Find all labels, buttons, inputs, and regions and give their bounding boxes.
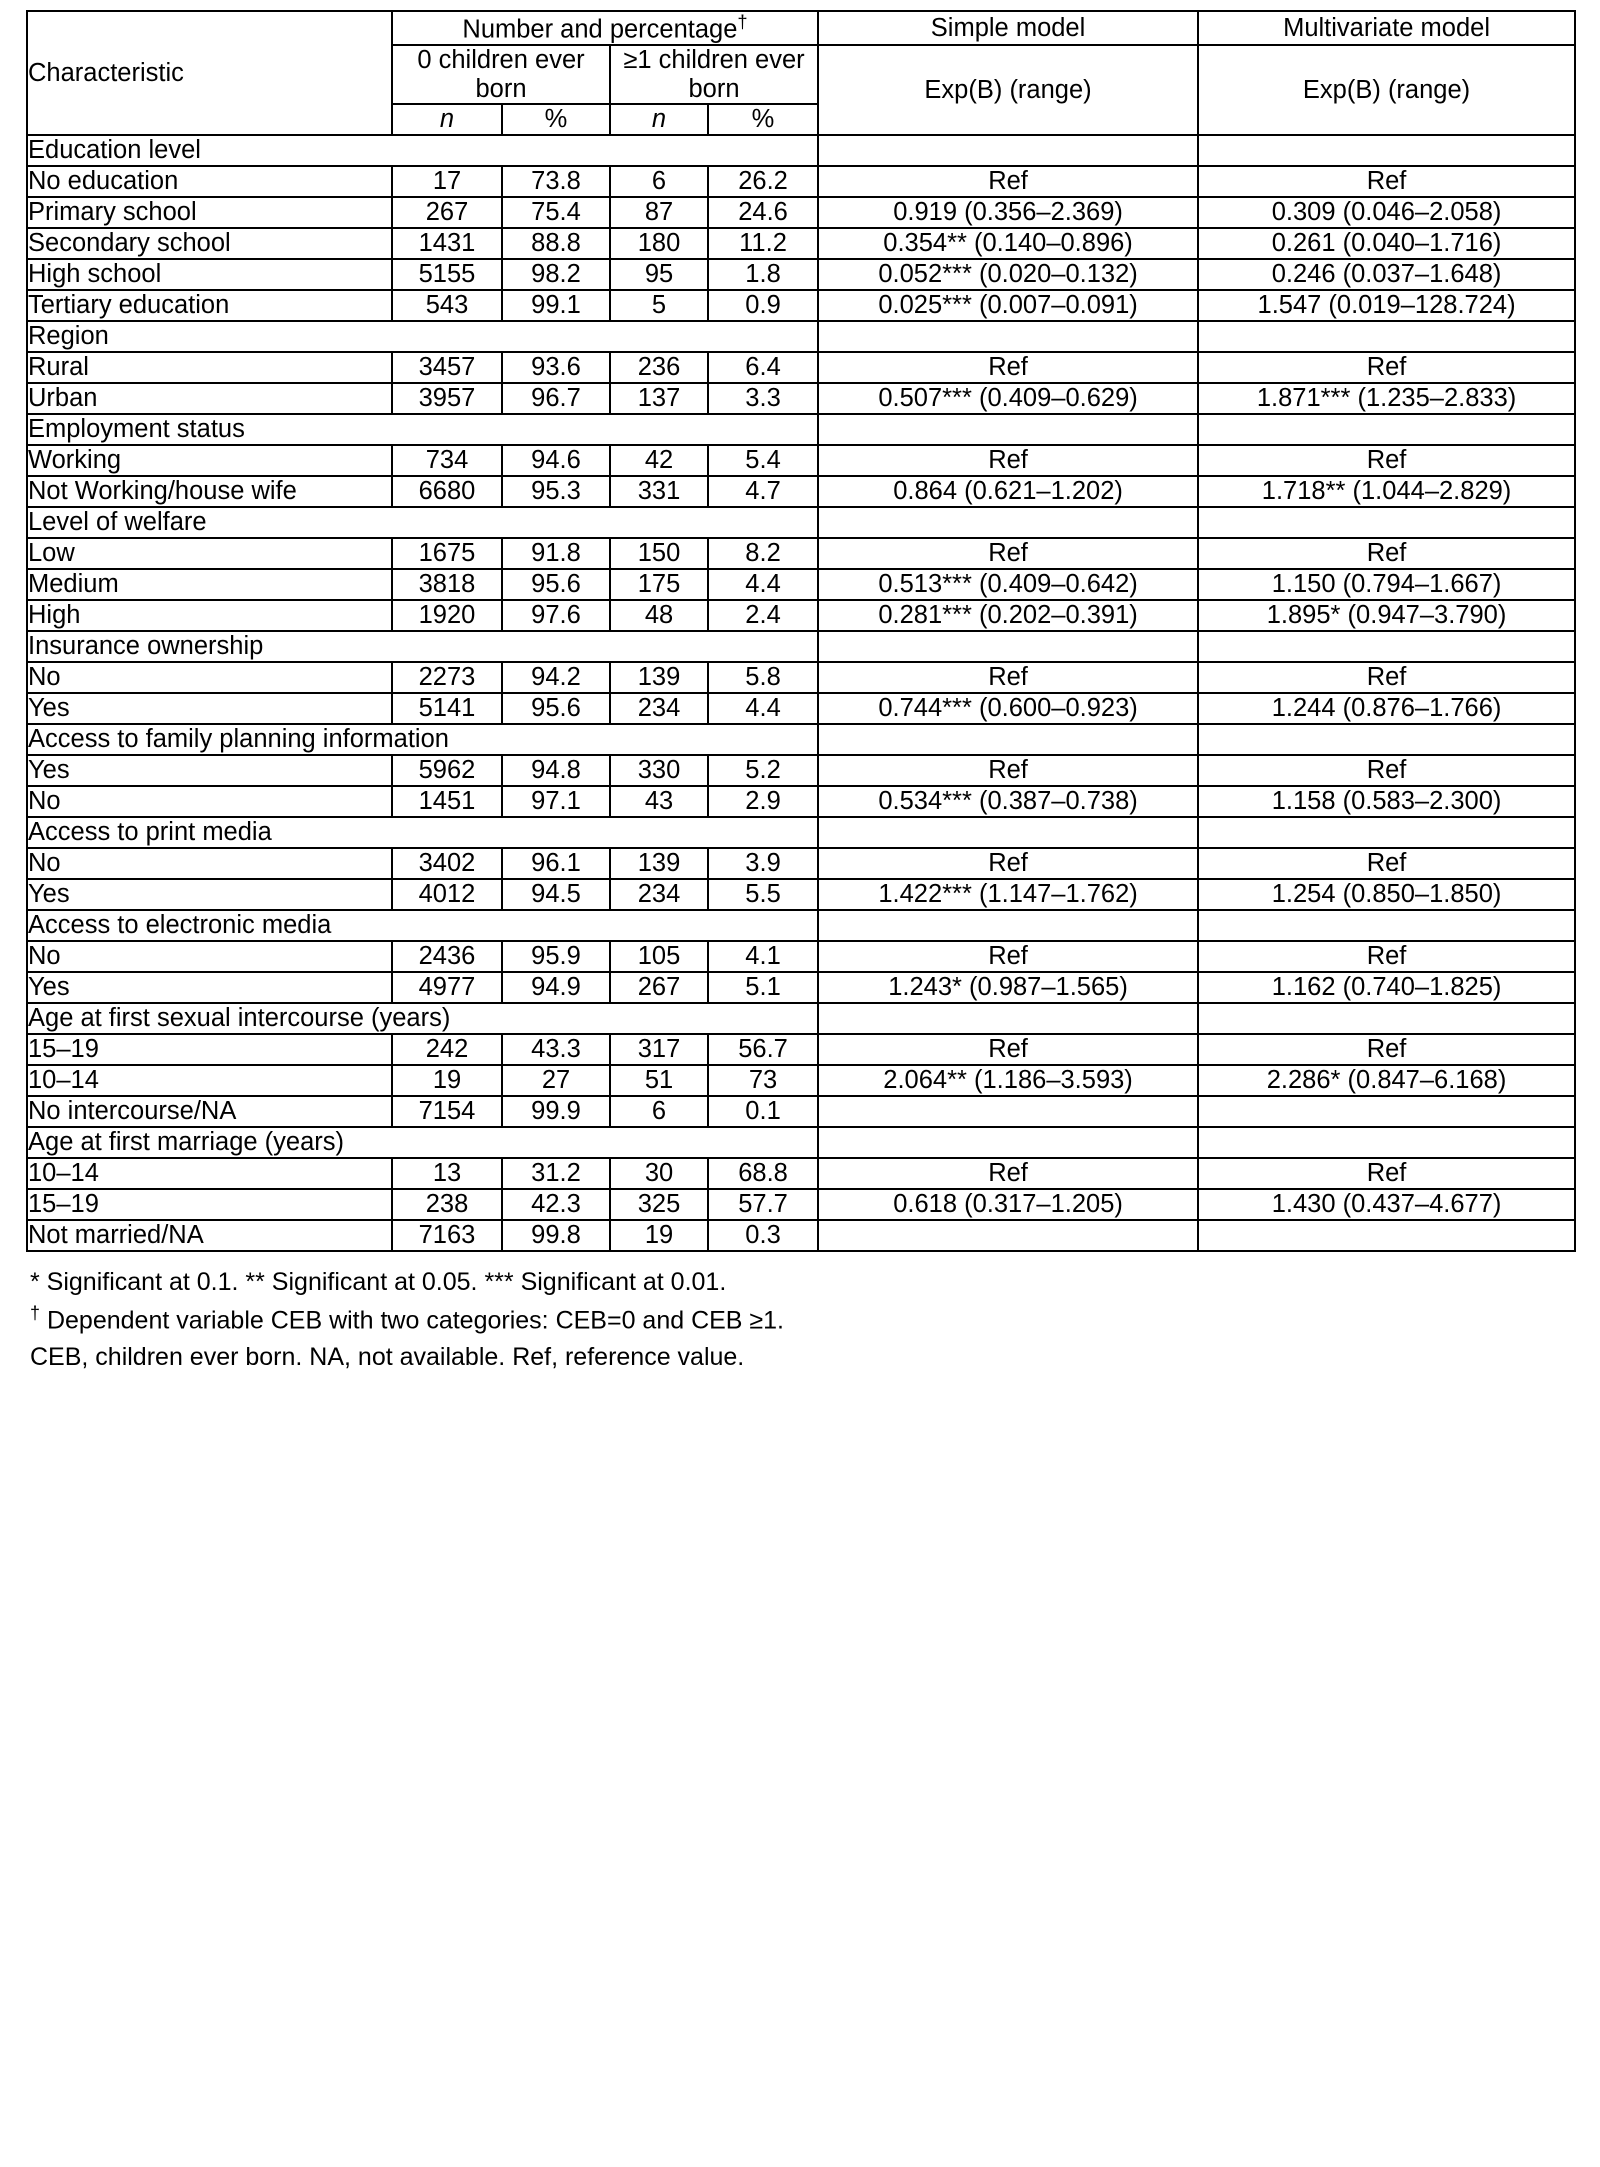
row-label: 15–19 bbox=[27, 1189, 392, 1220]
cell-n-zero-children: 3818 bbox=[392, 569, 502, 600]
table-body bbox=[27, 135, 1575, 1251]
table-footnotes bbox=[26, 1264, 1574, 1375]
cell-pct-one-plus-children: 5.4 bbox=[708, 445, 818, 476]
cell-n-one-plus-children: 150 bbox=[610, 538, 708, 569]
row-label: Secondary school bbox=[27, 228, 392, 259]
cell-n-zero-children: 3457 bbox=[392, 352, 502, 383]
cell-pct-one-plus-children: 3.3 bbox=[708, 383, 818, 414]
cell-pct-one-plus-children: 4.1 bbox=[708, 941, 818, 972]
cell-multivariate-model: 1.895* (0.947–3.790) bbox=[1198, 600, 1575, 631]
table-row bbox=[27, 1034, 1575, 1065]
cell-n-zero-children: 2436 bbox=[392, 941, 502, 972]
cell-n-zero-children: 19 bbox=[392, 1065, 502, 1096]
cell-pct-one-plus-children: 6.4 bbox=[708, 352, 818, 383]
cell-simple-model bbox=[818, 1096, 1198, 1127]
cell-multivariate-model: 1.244 (0.876–1.766) bbox=[1198, 693, 1575, 724]
cell-n-zero-children: 2273 bbox=[392, 662, 502, 693]
row-label: No bbox=[27, 941, 392, 972]
table-row bbox=[27, 383, 1575, 414]
cell-n-zero-children: 6680 bbox=[392, 476, 502, 507]
cell-simple-model: 0.281*** (0.202–0.391) bbox=[818, 600, 1198, 631]
cell-simple-model: 1.422*** (1.147–1.762) bbox=[818, 879, 1198, 910]
cell-simple-model: 1.243* (0.987–1.565) bbox=[818, 972, 1198, 1003]
section-multi-blank bbox=[1198, 910, 1575, 941]
cell-pct-zero-children: 99.9 bbox=[502, 1096, 610, 1127]
cell-pct-one-plus-children: 2.4 bbox=[708, 600, 818, 631]
cell-pct-one-plus-children: 1.8 bbox=[708, 259, 818, 290]
section-header-row bbox=[27, 414, 1575, 445]
cell-multivariate-model: 0.309 (0.046–2.058) bbox=[1198, 197, 1575, 228]
footnote-dependent-variable bbox=[30, 1300, 1574, 1339]
cell-pct-one-plus-children: 5.8 bbox=[708, 662, 818, 693]
table-row bbox=[27, 538, 1575, 569]
row-label: Yes bbox=[27, 693, 392, 724]
cell-simple-model: Ref bbox=[818, 445, 1198, 476]
section-header-row bbox=[27, 817, 1575, 848]
section-multi-blank bbox=[1198, 631, 1575, 662]
section-header-row bbox=[27, 1127, 1575, 1158]
header-characteristic: Characteristic bbox=[27, 11, 392, 135]
cell-n-one-plus-children: 137 bbox=[610, 383, 708, 414]
cell-pct-one-plus-children: 5.2 bbox=[708, 755, 818, 786]
cell-n-zero-children: 3402 bbox=[392, 848, 502, 879]
table-row bbox=[27, 786, 1575, 817]
cell-pct-zero-children: 27 bbox=[502, 1065, 610, 1096]
cell-multivariate-model: 1.254 (0.850–1.850) bbox=[1198, 879, 1575, 910]
cell-n-zero-children: 1431 bbox=[392, 228, 502, 259]
row-label: High bbox=[27, 600, 392, 631]
section-multi-blank bbox=[1198, 414, 1575, 445]
row-label: Yes bbox=[27, 755, 392, 786]
cell-n-zero-children: 7163 bbox=[392, 1220, 502, 1251]
cell-pct-one-plus-children: 0.1 bbox=[708, 1096, 818, 1127]
cell-n-zero-children: 3957 bbox=[392, 383, 502, 414]
table-row bbox=[27, 879, 1575, 910]
cell-multivariate-model: Ref bbox=[1198, 941, 1575, 972]
cell-simple-model: 2.064** (1.186–3.593) bbox=[818, 1065, 1198, 1096]
row-label: Low bbox=[27, 538, 392, 569]
cell-simple-model: 0.025*** (0.007–0.091) bbox=[818, 290, 1198, 321]
cell-simple-model: 0.534*** (0.387–0.738) bbox=[818, 786, 1198, 817]
cell-n-one-plus-children: 236 bbox=[610, 352, 708, 383]
cell-pct-zero-children: 99.8 bbox=[502, 1220, 610, 1251]
cell-n-zero-children: 1451 bbox=[392, 786, 502, 817]
header-expb-range-simple: Exp(B) (range) bbox=[818, 45, 1198, 135]
section-multi-blank bbox=[1198, 135, 1575, 166]
row-label: No intercourse/NA bbox=[27, 1096, 392, 1127]
section-title: Age at first marriage (years) bbox=[27, 1127, 818, 1158]
cell-pct-one-plus-children: 4.4 bbox=[708, 693, 818, 724]
table-row bbox=[27, 972, 1575, 1003]
cell-multivariate-model: Ref bbox=[1198, 1034, 1575, 1065]
header-simple-model: Simple model bbox=[818, 11, 1198, 45]
section-simple-blank bbox=[818, 724, 1198, 755]
section-simple-blank bbox=[818, 135, 1198, 166]
cell-simple-model: Ref bbox=[818, 755, 1198, 786]
cell-simple-model: 0.354** (0.140–0.896) bbox=[818, 228, 1198, 259]
header-row-1 bbox=[27, 11, 1575, 45]
cell-multivariate-model bbox=[1198, 1220, 1575, 1251]
cell-pct-zero-children: 31.2 bbox=[502, 1158, 610, 1189]
cell-pct-zero-children: 94.8 bbox=[502, 755, 610, 786]
section-title: Insurance ownership bbox=[27, 631, 818, 662]
cell-simple-model: Ref bbox=[818, 166, 1198, 197]
cell-pct-zero-children: 96.7 bbox=[502, 383, 610, 414]
row-label: 10–14 bbox=[27, 1065, 392, 1096]
cell-n-one-plus-children: 330 bbox=[610, 755, 708, 786]
section-simple-blank bbox=[818, 414, 1198, 445]
table-row bbox=[27, 1158, 1575, 1189]
table-row bbox=[27, 755, 1575, 786]
section-header-row bbox=[27, 910, 1575, 941]
cell-n-zero-children: 734 bbox=[392, 445, 502, 476]
cell-n-zero-children: 543 bbox=[392, 290, 502, 321]
cell-multivariate-model: Ref bbox=[1198, 445, 1575, 476]
cell-n-zero-children: 1675 bbox=[392, 538, 502, 569]
section-simple-blank bbox=[818, 507, 1198, 538]
cell-pct-one-plus-children: 0.3 bbox=[708, 1220, 818, 1251]
cell-simple-model: 0.618 (0.317–1.205) bbox=[818, 1189, 1198, 1220]
cell-n-one-plus-children: 331 bbox=[610, 476, 708, 507]
row-label: No bbox=[27, 848, 392, 879]
cell-multivariate-model: Ref bbox=[1198, 1158, 1575, 1189]
cell-n-zero-children: 7154 bbox=[392, 1096, 502, 1127]
header-zero-children: 0 children ever born bbox=[392, 45, 610, 104]
cell-pct-zero-children: 99.1 bbox=[502, 290, 610, 321]
cell-multivariate-model: 1.547 (0.019–128.724) bbox=[1198, 290, 1575, 321]
cell-pct-zero-children: 94.2 bbox=[502, 662, 610, 693]
footnote-dependent-variable-text: Dependent variable CEB with two categories: CEB=0 and CEB ≥1. bbox=[40, 1306, 784, 1335]
cell-pct-zero-children: 42.3 bbox=[502, 1189, 610, 1220]
section-simple-blank bbox=[818, 631, 1198, 662]
table-row bbox=[27, 693, 1575, 724]
cell-pct-one-plus-children: 8.2 bbox=[708, 538, 818, 569]
cell-pct-zero-children: 95.9 bbox=[502, 941, 610, 972]
section-header-row bbox=[27, 135, 1575, 166]
cell-n-zero-children: 5962 bbox=[392, 755, 502, 786]
cell-multivariate-model bbox=[1198, 1096, 1575, 1127]
cell-multivariate-model: Ref bbox=[1198, 755, 1575, 786]
row-label: No bbox=[27, 786, 392, 817]
section-title: Education level bbox=[27, 135, 818, 166]
cell-pct-one-plus-children: 26.2 bbox=[708, 166, 818, 197]
row-label: 15–19 bbox=[27, 1034, 392, 1065]
section-multi-blank bbox=[1198, 1127, 1575, 1158]
cell-pct-zero-children: 43.3 bbox=[502, 1034, 610, 1065]
cell-multivariate-model: 1.871*** (1.235–2.833) bbox=[1198, 383, 1575, 414]
table-row bbox=[27, 476, 1575, 507]
section-title: Level of welfare bbox=[27, 507, 818, 538]
cell-pct-zero-children: 97.6 bbox=[502, 600, 610, 631]
cell-multivariate-model: 0.261 (0.040–1.716) bbox=[1198, 228, 1575, 259]
row-label: Rural bbox=[27, 352, 392, 383]
cell-pct-one-plus-children: 56.7 bbox=[708, 1034, 818, 1065]
cell-n-one-plus-children: 325 bbox=[610, 1189, 708, 1220]
table-row bbox=[27, 166, 1575, 197]
cell-multivariate-model: Ref bbox=[1198, 538, 1575, 569]
cell-pct-one-plus-children: 5.5 bbox=[708, 879, 818, 910]
cell-pct-zero-children: 88.8 bbox=[502, 228, 610, 259]
cell-pct-zero-children: 96.1 bbox=[502, 848, 610, 879]
cell-n-one-plus-children: 5 bbox=[610, 290, 708, 321]
cell-n-zero-children: 267 bbox=[392, 197, 502, 228]
section-title: Employment status bbox=[27, 414, 818, 445]
header-number-and-percentage bbox=[392, 11, 818, 45]
cell-n-one-plus-children: 51 bbox=[610, 1065, 708, 1096]
row-label: Not Working/house wife bbox=[27, 476, 392, 507]
row-label: No bbox=[27, 662, 392, 693]
table-row bbox=[27, 1189, 1575, 1220]
row-label: Working bbox=[27, 445, 392, 476]
cell-n-one-plus-children: 19 bbox=[610, 1220, 708, 1251]
table-header bbox=[27, 11, 1575, 135]
cell-multivariate-model: 1.162 (0.740–1.825) bbox=[1198, 972, 1575, 1003]
cell-simple-model: Ref bbox=[818, 1034, 1198, 1065]
cell-n-zero-children: 238 bbox=[392, 1189, 502, 1220]
table-row bbox=[27, 1096, 1575, 1127]
header-multivariate-model: Multivariate model bbox=[1198, 11, 1575, 45]
cell-simple-model: Ref bbox=[818, 941, 1198, 972]
cell-n-zero-children: 242 bbox=[392, 1034, 502, 1065]
cell-multivariate-model: Ref bbox=[1198, 166, 1575, 197]
cell-pct-zero-children: 94.6 bbox=[502, 445, 610, 476]
cell-simple-model: 0.744*** (0.600–0.923) bbox=[818, 693, 1198, 724]
section-header-row bbox=[27, 1003, 1575, 1034]
cell-n-one-plus-children: 87 bbox=[610, 197, 708, 228]
table-row bbox=[27, 600, 1575, 631]
section-simple-blank bbox=[818, 1003, 1198, 1034]
section-multi-blank bbox=[1198, 817, 1575, 848]
table-row bbox=[27, 352, 1575, 383]
cell-pct-one-plus-children: 57.7 bbox=[708, 1189, 818, 1220]
cell-pct-zero-children: 93.6 bbox=[502, 352, 610, 383]
row-label: Tertiary education bbox=[27, 290, 392, 321]
table-row bbox=[27, 228, 1575, 259]
row-label: Medium bbox=[27, 569, 392, 600]
header-pct-zero: % bbox=[502, 104, 610, 135]
header-dagger-marker: † bbox=[737, 11, 748, 32]
footnote-abbreviations: CEB, children ever born. NA, not available. Ref, reference value. bbox=[30, 1342, 745, 1371]
cell-n-zero-children: 5141 bbox=[392, 693, 502, 724]
row-label: Yes bbox=[27, 972, 392, 1003]
section-multi-blank bbox=[1198, 507, 1575, 538]
table-row bbox=[27, 1065, 1575, 1096]
cell-n-one-plus-children: 234 bbox=[610, 879, 708, 910]
section-header-row bbox=[27, 631, 1575, 662]
cell-multivariate-model: Ref bbox=[1198, 848, 1575, 879]
section-simple-blank bbox=[818, 817, 1198, 848]
cell-n-one-plus-children: 43 bbox=[610, 786, 708, 817]
cell-n-one-plus-children: 42 bbox=[610, 445, 708, 476]
cell-n-zero-children: 4012 bbox=[392, 879, 502, 910]
section-simple-blank bbox=[818, 910, 1198, 941]
cell-n-one-plus-children: 6 bbox=[610, 1096, 708, 1127]
row-label: High school bbox=[27, 259, 392, 290]
row-label: Not married/NA bbox=[27, 1220, 392, 1251]
cell-n-one-plus-children: 105 bbox=[610, 941, 708, 972]
cell-pct-zero-children: 73.8 bbox=[502, 166, 610, 197]
header-expb-range-multi: Exp(B) (range) bbox=[1198, 45, 1575, 135]
table-row bbox=[27, 445, 1575, 476]
row-label: Primary school bbox=[27, 197, 392, 228]
table-row bbox=[27, 569, 1575, 600]
header-one-plus-children: ≥1 children ever born bbox=[610, 45, 818, 104]
section-multi-blank bbox=[1198, 1003, 1575, 1034]
section-title: Region bbox=[27, 321, 818, 352]
cell-pct-zero-children: 75.4 bbox=[502, 197, 610, 228]
cell-simple-model: Ref bbox=[818, 848, 1198, 879]
cell-pct-zero-children: 95.6 bbox=[502, 569, 610, 600]
cell-pct-one-plus-children: 2.9 bbox=[708, 786, 818, 817]
table-row bbox=[27, 941, 1575, 972]
cell-n-one-plus-children: 234 bbox=[610, 693, 708, 724]
cell-pct-one-plus-children: 73 bbox=[708, 1065, 818, 1096]
cell-pct-zero-children: 98.2 bbox=[502, 259, 610, 290]
cell-simple-model: 0.864 (0.621–1.202) bbox=[818, 476, 1198, 507]
cell-simple-model: Ref bbox=[818, 662, 1198, 693]
cell-pct-one-plus-children: 0.9 bbox=[708, 290, 818, 321]
section-simple-blank bbox=[818, 321, 1198, 352]
cell-n-one-plus-children: 267 bbox=[610, 972, 708, 1003]
cell-pct-zero-children: 91.8 bbox=[502, 538, 610, 569]
cell-pct-zero-children: 95.6 bbox=[502, 693, 610, 724]
table-row bbox=[27, 662, 1575, 693]
cell-n-zero-children: 5155 bbox=[392, 259, 502, 290]
cell-multivariate-model: 1.430 (0.437–4.677) bbox=[1198, 1189, 1575, 1220]
cell-multivariate-model: Ref bbox=[1198, 352, 1575, 383]
characteristics-model-table bbox=[26, 10, 1576, 1252]
header-n-zero: n bbox=[392, 104, 502, 135]
cell-n-zero-children: 1920 bbox=[392, 600, 502, 631]
cell-simple-model: 0.513*** (0.409–0.642) bbox=[818, 569, 1198, 600]
section-multi-blank bbox=[1198, 321, 1575, 352]
row-label: Urban bbox=[27, 383, 392, 414]
row-label: No education bbox=[27, 166, 392, 197]
cell-pct-zero-children: 94.9 bbox=[502, 972, 610, 1003]
cell-n-one-plus-children: 95 bbox=[610, 259, 708, 290]
table-row bbox=[27, 290, 1575, 321]
cell-simple-model bbox=[818, 1220, 1198, 1251]
footnote-significance: * Significant at 0.1. ** Significant at 0.05. *** Significant at 0.01. bbox=[30, 1268, 727, 1297]
section-header-row bbox=[27, 507, 1575, 538]
table-row bbox=[27, 1220, 1575, 1251]
table-row bbox=[27, 259, 1575, 290]
header-n-one-plus: n bbox=[610, 104, 708, 135]
section-simple-blank bbox=[818, 1127, 1198, 1158]
cell-pct-one-plus-children: 5.1 bbox=[708, 972, 818, 1003]
cell-multivariate-model: 1.718** (1.044–2.829) bbox=[1198, 476, 1575, 507]
section-multi-blank bbox=[1198, 724, 1575, 755]
cell-simple-model: 0.919 (0.356–2.369) bbox=[818, 197, 1198, 228]
cell-pct-one-plus-children: 4.7 bbox=[708, 476, 818, 507]
cell-n-one-plus-children: 6 bbox=[610, 166, 708, 197]
cell-n-zero-children: 13 bbox=[392, 1158, 502, 1189]
cell-multivariate-model: 1.158 (0.583–2.300) bbox=[1198, 786, 1575, 817]
cell-n-one-plus-children: 139 bbox=[610, 662, 708, 693]
header-pct-one-plus: % bbox=[708, 104, 818, 135]
cell-pct-one-plus-children: 24.6 bbox=[708, 197, 818, 228]
cell-n-one-plus-children: 180 bbox=[610, 228, 708, 259]
cell-pct-zero-children: 95.3 bbox=[502, 476, 610, 507]
cell-pct-zero-children: 94.5 bbox=[502, 879, 610, 910]
cell-n-one-plus-children: 30 bbox=[610, 1158, 708, 1189]
section-title: Access to family planning information bbox=[27, 724, 818, 755]
row-label: 10–14 bbox=[27, 1158, 392, 1189]
cell-pct-one-plus-children: 11.2 bbox=[708, 228, 818, 259]
cell-pct-zero-children: 97.1 bbox=[502, 786, 610, 817]
section-header-row bbox=[27, 321, 1575, 352]
section-title: Access to electronic media bbox=[27, 910, 818, 941]
cell-multivariate-model: 0.246 (0.037–1.648) bbox=[1198, 259, 1575, 290]
cell-multivariate-model: 1.150 (0.794–1.667) bbox=[1198, 569, 1575, 600]
table-row bbox=[27, 197, 1575, 228]
section-title: Age at first sexual intercourse (years) bbox=[27, 1003, 818, 1034]
table-row bbox=[27, 848, 1575, 879]
cell-multivariate-model: Ref bbox=[1198, 662, 1575, 693]
row-label: Yes bbox=[27, 879, 392, 910]
cell-n-one-plus-children: 139 bbox=[610, 848, 708, 879]
cell-pct-one-plus-children: 4.4 bbox=[708, 569, 818, 600]
cell-multivariate-model: 2.286* (0.847–6.168) bbox=[1198, 1065, 1575, 1096]
cell-n-one-plus-children: 317 bbox=[610, 1034, 708, 1065]
section-header-row bbox=[27, 724, 1575, 755]
cell-n-zero-children: 17 bbox=[392, 166, 502, 197]
section-title: Access to print media bbox=[27, 817, 818, 848]
cell-n-one-plus-children: 48 bbox=[610, 600, 708, 631]
header-number-and-percentage-text: Number and percentage bbox=[462, 15, 738, 44]
cell-simple-model: Ref bbox=[818, 352, 1198, 383]
cell-n-one-plus-children: 175 bbox=[610, 569, 708, 600]
cell-simple-model: 0.052*** (0.020–0.132) bbox=[818, 259, 1198, 290]
cell-simple-model: Ref bbox=[818, 1158, 1198, 1189]
cell-pct-one-plus-children: 68.8 bbox=[708, 1158, 818, 1189]
cell-pct-one-plus-children: 3.9 bbox=[708, 848, 818, 879]
cell-n-zero-children: 4977 bbox=[392, 972, 502, 1003]
cell-simple-model: 0.507*** (0.409–0.629) bbox=[818, 383, 1198, 414]
footnote-dagger-marker: † bbox=[30, 1303, 41, 1324]
cell-simple-model: Ref bbox=[818, 538, 1198, 569]
